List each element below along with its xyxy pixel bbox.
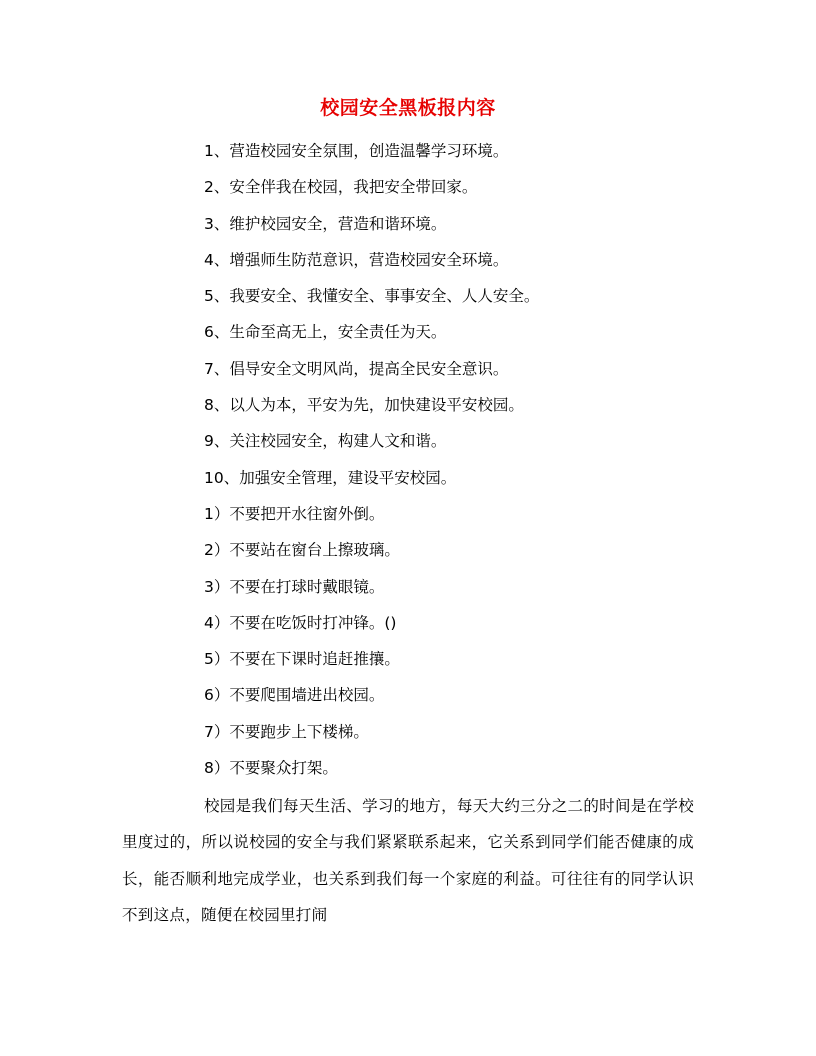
list-item: 9、关注校园安全，构建人文和谐。: [204, 432, 447, 451]
list-item: 1）不要把开水往窗外倒。: [204, 504, 385, 523]
list-item: 3）不要在打球时戴眼镜。: [204, 577, 385, 596]
list-item: 8）不要聚众打架。: [204, 759, 338, 778]
list-item: 6、生命至高无上，安全责任为天。: [204, 323, 447, 342]
body-paragraph: 校园是我们每天生活、学习的地方，每天大约三分之二的时间是在学校里度过的，所以说校园的安全与我们紧紧联系起来，它关系到同学们能否健康的成长，能否顺利地完成学业，也关系到我们每一个家庭的利益。可往往有的同学认识不到这点，随便在校园里打闹: [122, 797, 694, 924]
list-item: 1、营造校园安全氛围，创造温馨学习环境。: [204, 142, 509, 160]
list-item: 7）不要跑步上下楼梯。: [204, 722, 369, 741]
list-item: 3、维护校园安全，营造和谐环境。: [204, 214, 447, 233]
list-item: 6）不要爬围墙进出校园。: [204, 686, 385, 705]
list-item: 7、倡导安全文明风尚，提高全民安全意识。: [204, 359, 509, 378]
list-item: 8、以人为本，平安为先，加快建设平安校园。: [204, 396, 524, 415]
list-item: 5）不要在下课时追赶推攘。: [204, 650, 400, 669]
slogan-list: [204, 137, 724, 790]
list-item: 5、我要安全、我懂安全、事事安全、人人安全。: [204, 287, 540, 306]
list-item: 4、增强师生防范意识，营造校园安全环境。: [204, 250, 509, 269]
document-title: 校园安全黑板报内容: [320, 97, 496, 119]
list-item: 4）不要在吃饭时打冲锋。(): [204, 613, 397, 632]
list-item: 10、加强安全管理，建设平安校园。: [204, 468, 457, 487]
list-item: 2、安全伴我在校园，我把安全带回家。: [204, 178, 478, 197]
list-item: 2）不要站在窗台上擦玻璃。: [204, 541, 400, 560]
